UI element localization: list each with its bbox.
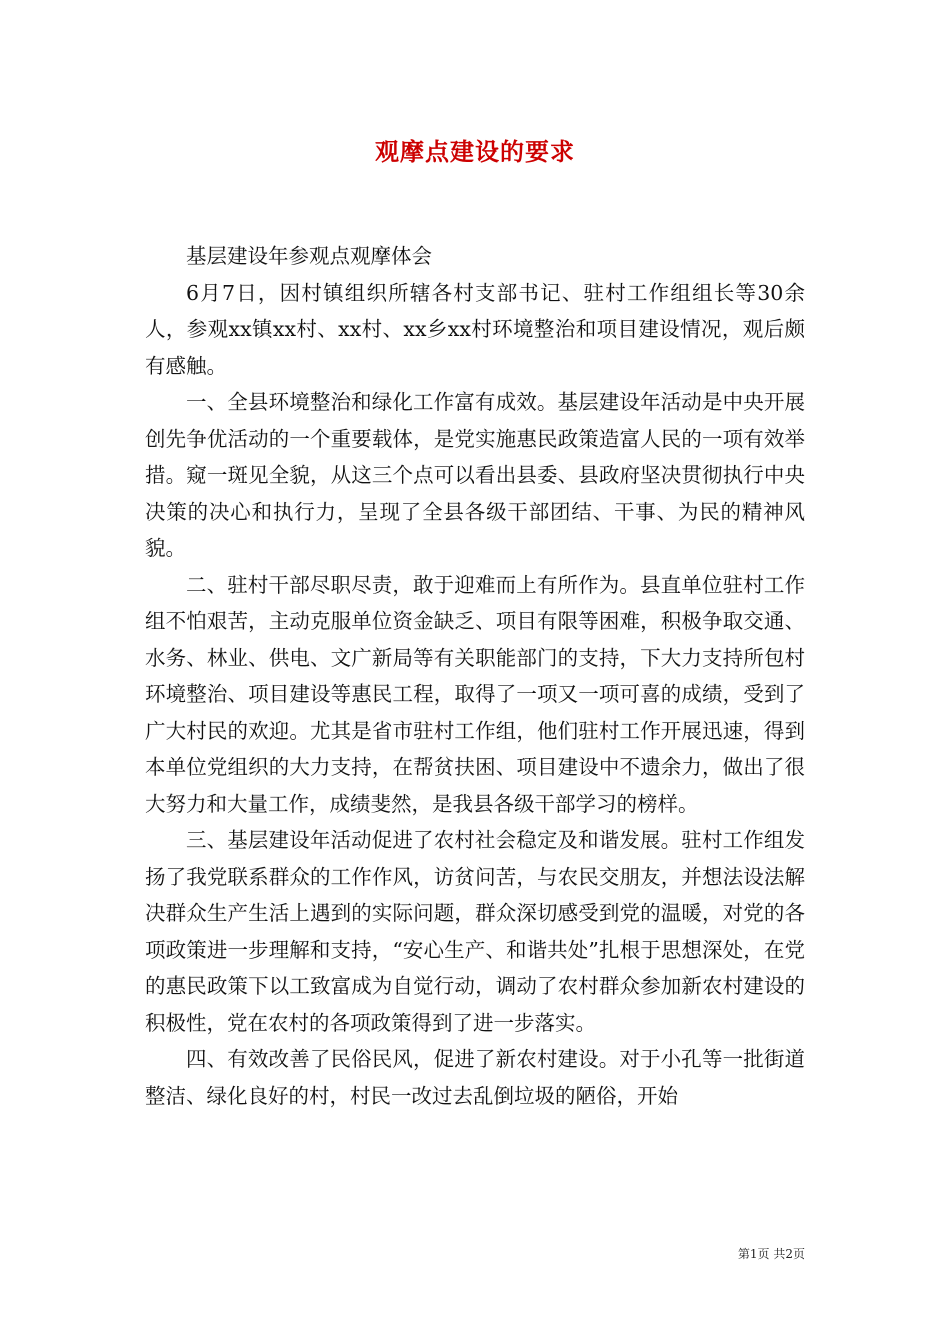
paragraph-point-4: 四、有效改善了民俗民风，促进了新农村建设。对于小孔等一批街道整洁、绿化良好的村，村民一改过去乱倒垃圾的陋俗，开始	[145, 1047, 805, 1108]
paragraph-point-3: 三、基层建设年活动促进了农村社会稳定及和谐发展。驻村工作组发扬了我党联系群众的工作作风，访贫问苦，与农民交朋友，并想法设法解决群众生产生活上遇到的实际问题，群众深切感受到党的温暖，对党的各项政策进一步理解和支持，“安心生产、和谐共处”扎根于思想深处，在党的惠民政策下以工致富成为自觉行动，调动了农村群众参加新农村建设的积极性，党在农村的各项政策得到了进一步落实。	[145, 828, 805, 1035]
paragraph-intro: 6月7日，因村镇组织所辖各村支部书记、驻村工作组组长等30余人，参观xx镇xx村、xx村、xx乡xx村环境整治和项目建设情况，观后颇有感触。	[145, 280, 805, 378]
paragraph-subtitle: 基层建设年参观点观摩体会	[186, 244, 432, 268]
document-body	[145, 238, 805, 1114]
paragraph-point-2: 二、驻村干部尽职尽责，敢于迎难而上有所作为。县直单位驻村工作组不怕艰苦，主动克服单位资金缺乏、项目有限等困难，积极争取交通、水务、林业、供电、文广新局等有关职能部门的支持，下大力支持所包村环境整治、项目建设等惠民工程，取得了一项又一项可喜的成绩，受到了广大村民的欢迎。尤其是省市驻村工作组，他们驻村工作开展迅速，得到本单位党组织的大力支持，在帮贫扶困、项目建设中不遗余力，做出了很大努力和大量工作，成绩斐然，是我县各级干部学习的榜样。	[145, 572, 805, 816]
document-title: 观摩点建设的要求	[375, 137, 575, 166]
page-number-footer: 第1页 共2页	[737, 1247, 805, 1261]
paragraph-point-1: 一、全县环境整治和绿化工作富有成效。基层建设年活动是中央开展创先争优活动的一个重要载体，是党实施惠民政策造富人民的一项有效举措。窥一斑见全貌，从这三个点可以看出县委、县政府坚决贯彻执行中央决策的决心和执行力，呈现了全县各级干部团结、干事、为民的精神风貌。	[145, 390, 805, 560]
